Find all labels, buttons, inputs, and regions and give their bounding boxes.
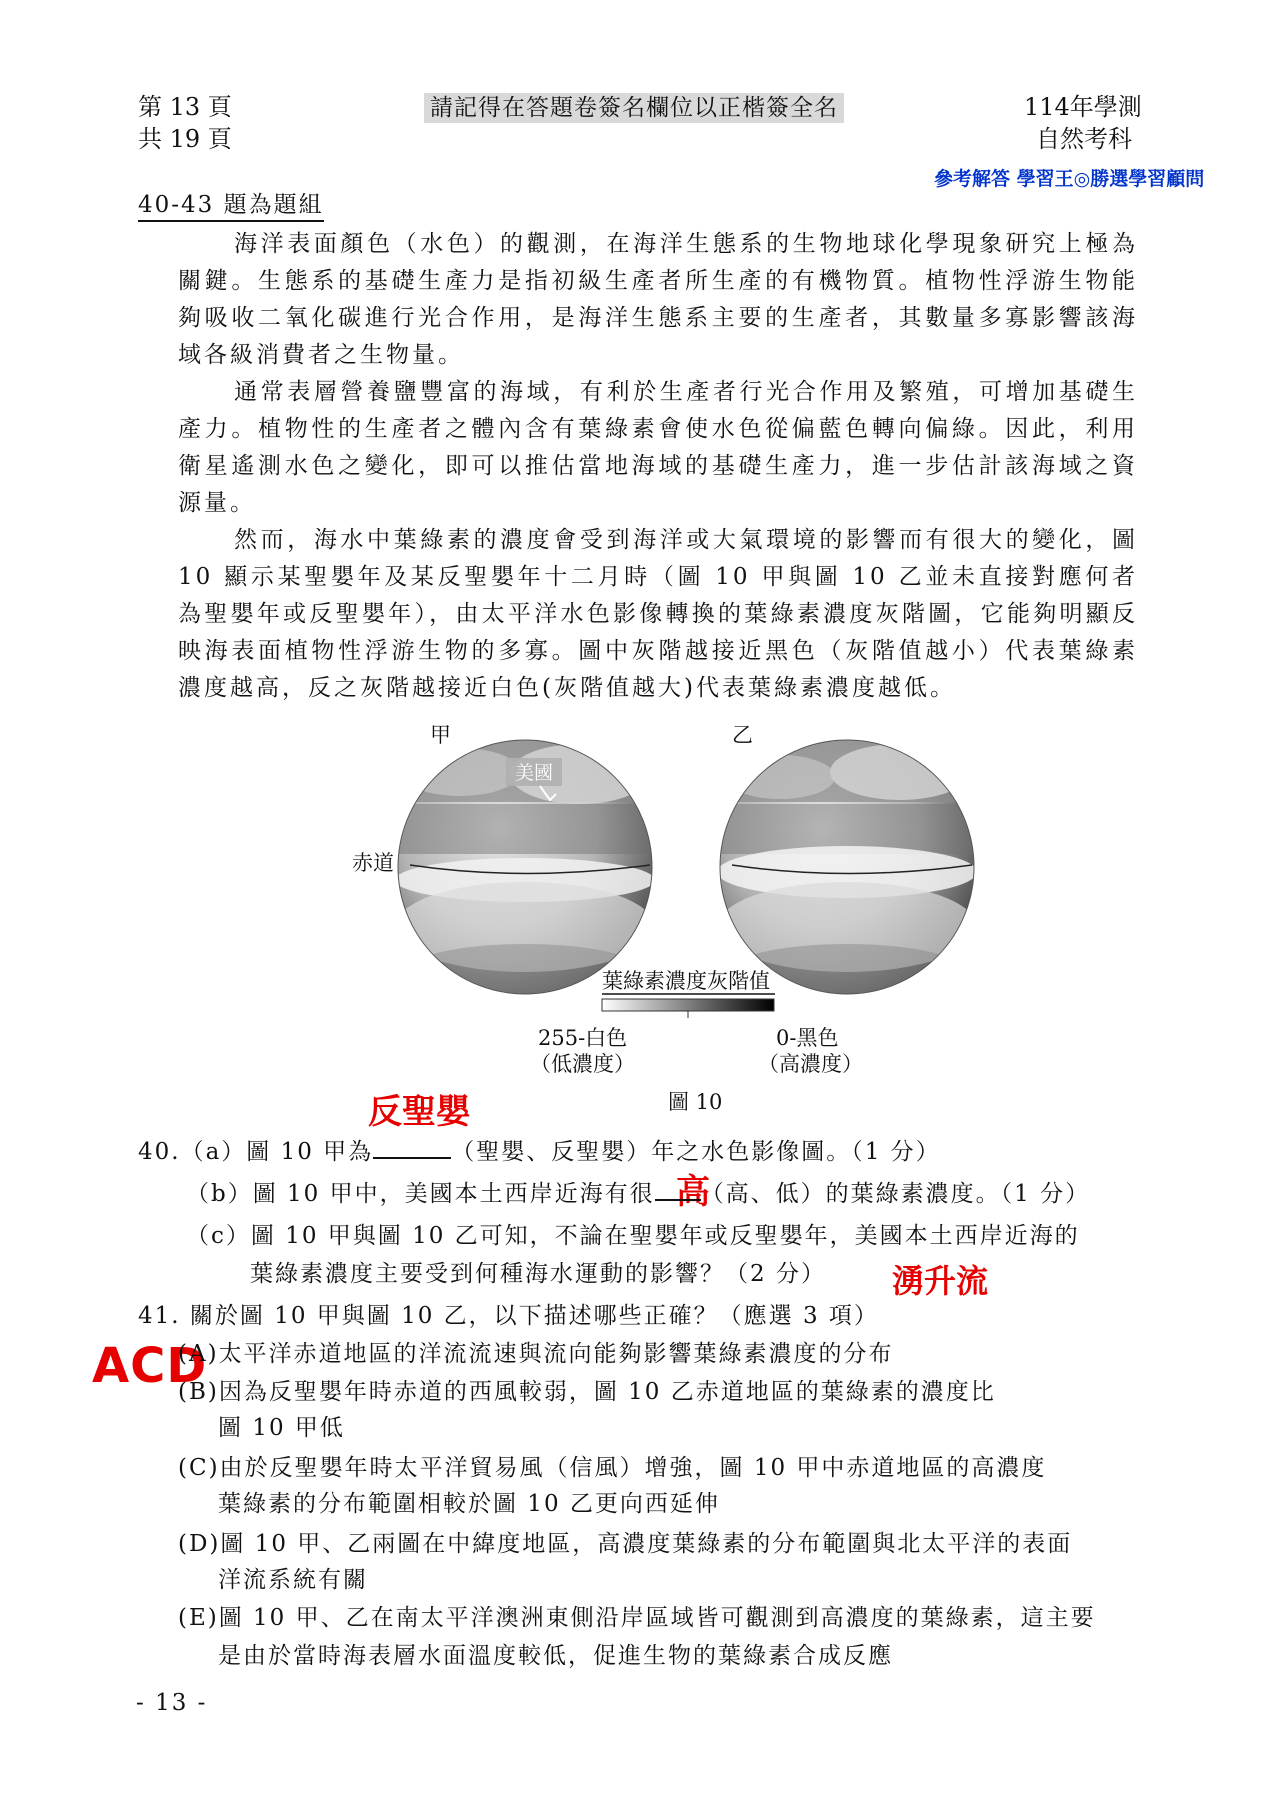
q40a-suffix: （聖嬰、反聖嬰）年之水色影像圖。（1 分）	[451, 1139, 941, 1165]
answer-41: ACD	[92, 1338, 208, 1394]
reference-credit: 參考解答 學習王◎勝選學習顧問	[934, 168, 1205, 190]
paragraph-3: 然而，海水中葉綠素的濃度會受到海洋或大氣環境的影響而有很大的變化，圖 10 顯示某聖嬰年及某反聖嬰年十二月時（圖 10 甲與圖 10 乙並未直接對應何者為聖嬰年或反聖嬰年），由太平洋水色影像轉換的葉綠素濃度灰階圖，它能夠明顯反映海表面植物性浮游生物的多寡。圖中灰階越接近黑色（灰階值越小）代表葉綠素濃度越高，反之灰階越接近白色(灰階值越大)代表葉綠素濃度越低。	[178, 527, 1138, 701]
scale-left-sub: （低濃度）	[530, 1052, 635, 1076]
q40a-blank	[373, 1135, 451, 1159]
option-e-line1: (E)圖 10 甲、乙在南太平洋澳洲東側沿岸區域皆可觀測到高濃度的葉綠素，這主要	[178, 1605, 1096, 1631]
q40b-prefix: （b）圖 10 甲中，美國本土西岸近海有很	[186, 1181, 655, 1207]
figure-10-globes	[350, 722, 990, 1092]
equator-label: 赤道	[352, 851, 394, 875]
option-d-line2: 洋流系統有關	[218, 1567, 368, 1593]
option-a: (A)太平洋赤道地區的洋流流速與流向能夠影響葉綠素濃度的分布	[178, 1341, 894, 1367]
answer-40a: 反聖嬰	[368, 1092, 470, 1132]
scale-left-label: 255-白色	[538, 1026, 628, 1050]
paragraph-1: 海洋表面顏色（水色）的觀測，在海洋生態系的生物地球化學現象研究上極為關鍵。生態系的基礎生產力是指初級生產者所生產的有機物質。植物性浮游生物能夠吸收二氧化碳進行光合作用，是海洋生態系主要的生產者，其數量多寡影響該海域各級消費者之生物量。	[178, 231, 1138, 368]
globe-b	[712, 740, 982, 1000]
answer-40c: 湧升流	[892, 1262, 989, 1300]
subject-title: 自然考科	[1036, 125, 1132, 153]
q40a-prefix: 40.（a）圖 10 甲為	[138, 1139, 374, 1165]
q40b-suffix: （高、低）的葉綠素濃度。（1 分）	[700, 1181, 1091, 1207]
exam-title: 114年學測	[1024, 93, 1142, 121]
question-40a	[138, 1134, 941, 1170]
option-e-line2: 是由於當時海表層水面溫度較低，促進生物的葉綠素合成反應	[218, 1643, 893, 1669]
q40b-blank	[655, 1177, 701, 1201]
scale-right-sub: （高濃度）	[758, 1052, 863, 1076]
scale-right-label: 0-黑色	[776, 1026, 839, 1050]
option-b-line1: (B)因為反聖嬰年時赤道的西風較弱，圖 10 乙赤道地區的葉綠素的濃度比	[178, 1379, 996, 1405]
question-40c-line1: （c）圖 10 甲與圖 10 乙可知，不論在聖嬰年或反聖嬰年，美國本土西岸近海的	[186, 1223, 1080, 1249]
question-40c-line2: 葉綠素濃度主要受到何種海水運動的影響？（2 分）	[250, 1261, 826, 1287]
question-40b	[186, 1176, 1090, 1212]
section-title: 40-43 題為題組	[138, 190, 324, 222]
option-c-line1: (C)由於反聖嬰年時太平洋貿易風（信風）增強，圖 10 甲中赤道地區的高濃度	[178, 1455, 1047, 1481]
usa-label: 美國	[514, 762, 554, 784]
label-jia: 甲	[430, 723, 451, 747]
grayscale-bar	[602, 999, 774, 1011]
option-b-line2: 圖 10 甲低	[218, 1415, 345, 1441]
footer-page-number: - 13 -	[136, 1690, 208, 1716]
page-number: 第 13 頁	[138, 93, 232, 121]
label-yi: 乙	[732, 723, 753, 747]
option-d-line1: (D)圖 10 甲、乙兩圖在中緯度地區，高濃度葉綠素的分布範圍與北太平洋的表面	[178, 1531, 1073, 1557]
scale-title: 葉綠素濃度灰階值	[602, 969, 770, 993]
question-41-stem: 41. 關於圖 10 甲與圖 10 乙，以下描述哪些正確？（應選 3 項）	[138, 1303, 879, 1329]
signature-notice: 請記得在答題卷簽名欄位以正楷簽全名	[424, 93, 844, 123]
page-total: 共 19 頁	[138, 125, 232, 153]
paragraph-2: 通常表層營養鹽豐富的海域，有利於生產者行光合作用及繁殖，可增加基礎生產力。植物性的生產者之體內含有葉綠素會使水色從偏藍色轉向偏綠。因此，利用衛星遙測水色之變化，即可以推估當地海域的基礎生產力，進一步估計該海域之資源量。	[178, 379, 1138, 516]
figure-caption: 圖 10	[668, 1090, 723, 1114]
answer-40b: 高	[676, 1172, 710, 1212]
option-c-line2: 葉綠素的分布範圍相較於圖 10 乙更向西延伸	[218, 1491, 720, 1517]
